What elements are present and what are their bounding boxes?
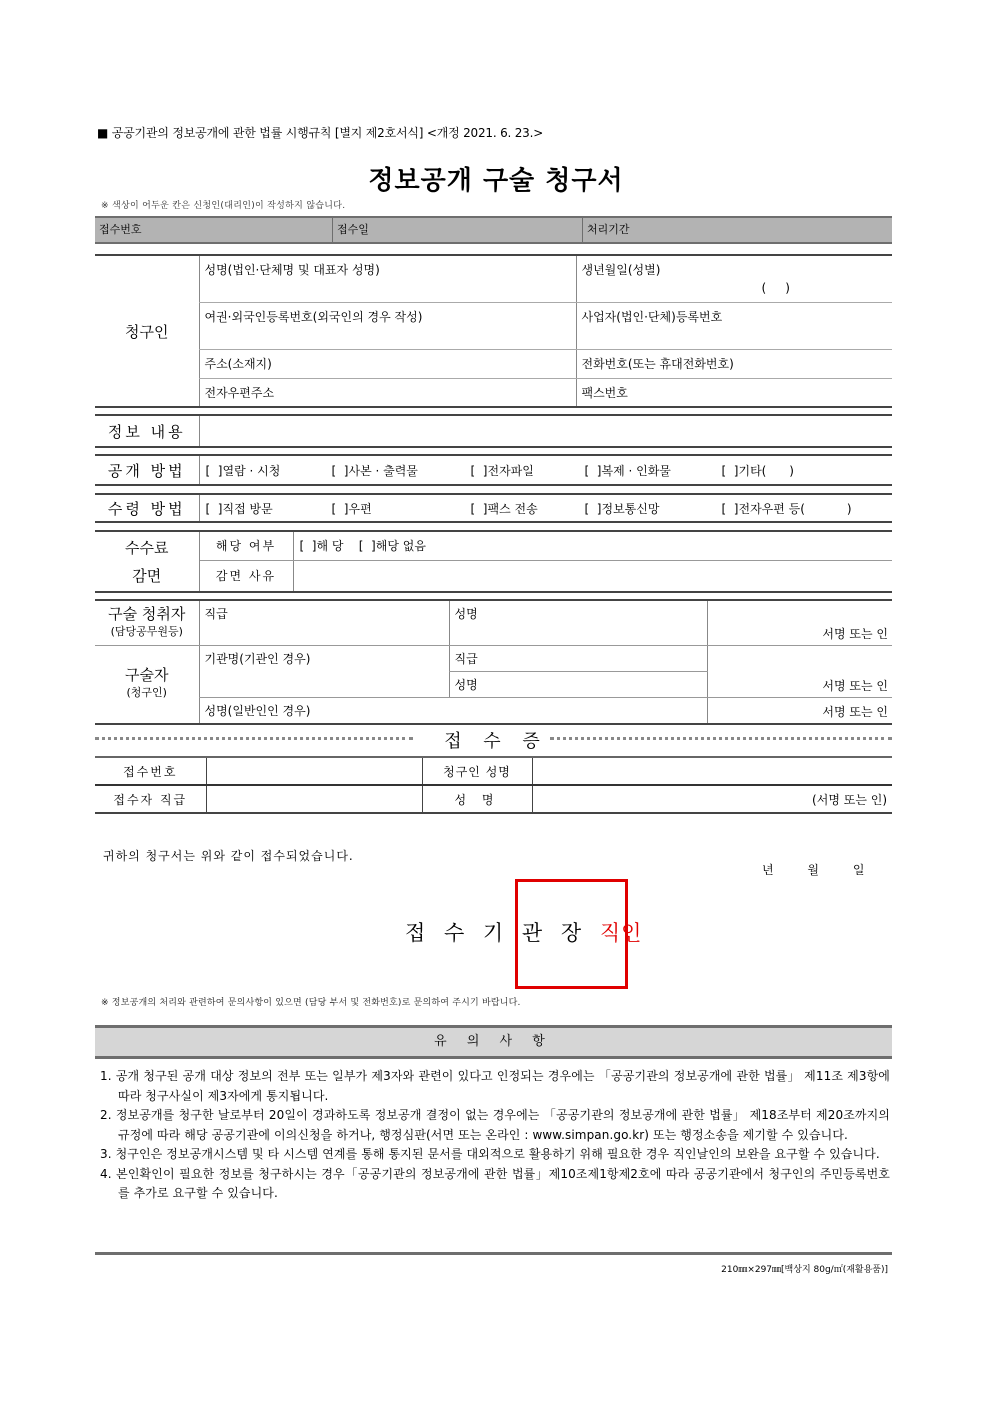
- info-content-table: [95, 414, 892, 448]
- address-label: 주소(소재지): [204, 357, 272, 371]
- receipt-method-label: 수령 방법: [95, 494, 199, 522]
- applicant-name-value[interactable]: [532, 757, 892, 785]
- individual-name-field[interactable]: [199, 697, 707, 724]
- recorder-name-field[interactable]: [449, 600, 707, 645]
- fax-label: 팩스번호: [581, 385, 628, 400]
- option-view[interactable]: [ ]열람 · 시청: [205, 463, 281, 478]
- individual-name-label: 성명(일반인인 경우): [204, 703, 311, 718]
- speaker-title: 구술자: [125, 666, 169, 684]
- org-name-field[interactable]: [199, 645, 449, 697]
- notice-item-4: 4. 본인확인이 필요한 정보를 청구하시는 경우「공공기관의 정보공개에 관한 법률」제10조제1항제2호에 따라 공공기관에서 청구인의 주민등록번호를 추가로 요구할 수 있습니다.: [100, 1166, 890, 1200]
- notice-item-2: 2. 정보공개를 청구한 날로부터 20일이 경과하도록 정보공개 결정이 없는 경우에는 「공공기관의 정보공개에 관한 법률」 제18조부터 제20조까지의 규정에 따라 해당 공공기관에 이의신청을 하거나, 행정심판(서면 또는 온라인 : www.simpan.go.kr) 또는 행정소송을 제기할 수 있습니다.: [100, 1108, 890, 1142]
- phone-label: 전화번호(또는 휴대전화번호): [581, 357, 734, 371]
- received-message: 귀하의 청구서는 위와 같이 접수되었습니다.: [103, 849, 354, 863]
- speaker-name-field[interactable]: [449, 671, 707, 697]
- bottom-rule: [95, 1252, 892, 1255]
- disclosure-method-label: 공개 방법: [95, 455, 199, 485]
- speaker-name-label: 성명: [454, 677, 478, 692]
- receiver-sign-field[interactable]: (서명 또는 인): [532, 785, 892, 813]
- receipt-date-line: 년 월 일: [762, 863, 865, 877]
- recorder-rank-label: 직급: [204, 607, 228, 621]
- option-other[interactable]: [ ]기타( ): [721, 463, 794, 478]
- reduction-reason-field[interactable]: [293, 560, 892, 592]
- business-reg-label: 사업자(법인·단체)등록번호: [581, 309, 723, 324]
- law-reference: ■ 공공기관의 정보공개에 관한 법률 시행규칙 [별지 제2호서식] <개정 2021. 6. 23.>: [97, 126, 544, 140]
- recorder-rank-field[interactable]: [199, 600, 449, 645]
- fee-label-line2: 감면: [132, 566, 162, 585]
- notices-title: 유 의 사 항: [95, 1025, 892, 1059]
- disclosure-method-options: [206, 462, 893, 479]
- receiver-rank-value[interactable]: [206, 785, 422, 813]
- receipt-method-table: [95, 493, 892, 523]
- recorder-sign-field[interactable]: 서명 또는 인: [707, 600, 892, 645]
- option-network[interactable]: [ ]정보통신망: [584, 501, 660, 516]
- notices-list: [100, 1067, 890, 1204]
- gender-paren: ( ): [761, 281, 790, 295]
- fax-field[interactable]: [576, 378, 892, 407]
- agency-head-title: 접 수 기 관 장: [405, 921, 588, 945]
- processing-period-field: [583, 218, 892, 242]
- applicable-label: 해당 여부: [199, 531, 293, 560]
- birth-date-label: 생년월일(성별): [581, 263, 661, 277]
- oral-statement-table: [95, 599, 892, 725]
- individual-sign-field[interactable]: 서명 또는 인: [707, 697, 892, 724]
- speaker-org-sign-field[interactable]: 서명 또는 인: [707, 645, 892, 697]
- applicable-options[interactable]: [ ]해 당 [ ]해당 없음: [293, 531, 892, 560]
- notice-item-1: 1. 공개 청구된 공개 대상 정보의 전부 또는 일부가 제3자와 관련이 있다고 인정되는 경우에는 「공공기관의 정보공개에 관한 법률」 제11조 제3항에 따라 청구사실이 제3자에게 통지됩니다.: [100, 1069, 890, 1103]
- email-label: 전자우편주소: [204, 385, 275, 400]
- option-fax[interactable]: [ ]팩스 전송: [470, 501, 538, 516]
- speaker-rank-field[interactable]: [449, 645, 707, 671]
- paper-spec: 210㎜×297㎜[백상지 80g/㎡(재활용품)]: [721, 1265, 888, 1275]
- option-electronic-file[interactable]: [ ]전자파일: [470, 463, 534, 478]
- dark-cell-note: ※ 색상이 어두운 칸은 신청인(대리인)이 작성하지 않습니다.: [101, 201, 346, 211]
- applicant-name-label: 청구인 성명: [422, 757, 532, 785]
- receipt-number-label: 접수번호: [99, 223, 142, 236]
- passport-label: 여권·외국인등록번호(외국인의 경우 작성): [204, 309, 423, 324]
- option-reproduction[interactable]: [ ]복제 · 인화물: [584, 463, 671, 478]
- passport-field[interactable]: [199, 302, 576, 349]
- applicant-name-field[interactable]: [199, 255, 576, 302]
- option-visit[interactable]: [ ]직접 방문: [205, 501, 273, 516]
- receipt-date-field: [333, 218, 583, 242]
- notice-item-3: 3. 청구인은 정보공개시스템 및 타 시스템 연계를 통해 통지된 문서를 대외적으로 활용하기 위해 필요한 경우 직인날인의 보완을 요구할 수 있습니다.: [100, 1147, 880, 1161]
- org-name-label: 기관명(기관인 경우): [204, 651, 311, 666]
- reduction-reason-label: 감면 사유: [199, 560, 293, 592]
- receipt-method-options: [206, 500, 893, 517]
- fee-reduction-table: [95, 530, 892, 593]
- inquiry-note: ※ 정보공개의 처리와 관련하여 문의사항이 있으면 (담당 부서 및 전화번호)로 문의하여 주시기 바랍니다.: [101, 998, 521, 1008]
- speaker-label: [95, 645, 199, 724]
- fee-label-line1: 수수료: [125, 538, 169, 557]
- receiver-name-label: 성 명: [422, 785, 532, 813]
- option-mail[interactable]: [ ]우편: [331, 501, 372, 516]
- recorder-label: [95, 600, 199, 645]
- receipt-number-label: 접수번호: [95, 757, 206, 785]
- option-copy[interactable]: [ ]사본 · 출력물: [331, 463, 418, 478]
- receipt-number-field: [95, 218, 333, 242]
- email-field[interactable]: [199, 378, 576, 407]
- official-seal-label: 직인: [599, 921, 643, 945]
- recorder-name-label: 성명: [454, 607, 478, 621]
- agency-head: [405, 917, 642, 947]
- applicant-name-label: 성명(법인·단체명 및 대표자 성명): [204, 263, 380, 277]
- fee-reduction-label: [95, 531, 199, 592]
- info-content-label: 정보 내용: [95, 415, 199, 447]
- option-email[interactable]: [ ]전자우편 등( ): [721, 501, 852, 516]
- speaker-rank-label: 직급: [454, 651, 478, 666]
- document-title: 정보공개 구술 청구서: [368, 166, 624, 196]
- recorder-subtitle: (담당공무원등): [110, 624, 183, 638]
- receipt-date-label: 접수일: [337, 223, 369, 236]
- phone-field[interactable]: [576, 349, 892, 378]
- business-reg-field[interactable]: [576, 302, 892, 349]
- receipt-table: [95, 756, 892, 814]
- disclosure-method-table: [95, 454, 892, 486]
- birth-date-field[interactable]: [576, 255, 892, 302]
- processing-period-label: 처리기간: [587, 223, 630, 236]
- info-content-field[interactable]: [199, 415, 892, 447]
- applicant-table: [95, 254, 892, 408]
- address-field[interactable]: [199, 349, 576, 378]
- speaker-subtitle: (청구인): [126, 686, 167, 699]
- applicant-label: 청구인: [95, 255, 199, 407]
- receipt-number-value[interactable]: [206, 757, 422, 785]
- receipt-title: 접 수 증: [444, 731, 548, 752]
- recorder-title: 구술 청취자: [108, 604, 186, 623]
- receiver-rank-label: 접수자 직급: [113, 792, 188, 807]
- reception-bar: [95, 216, 892, 244]
